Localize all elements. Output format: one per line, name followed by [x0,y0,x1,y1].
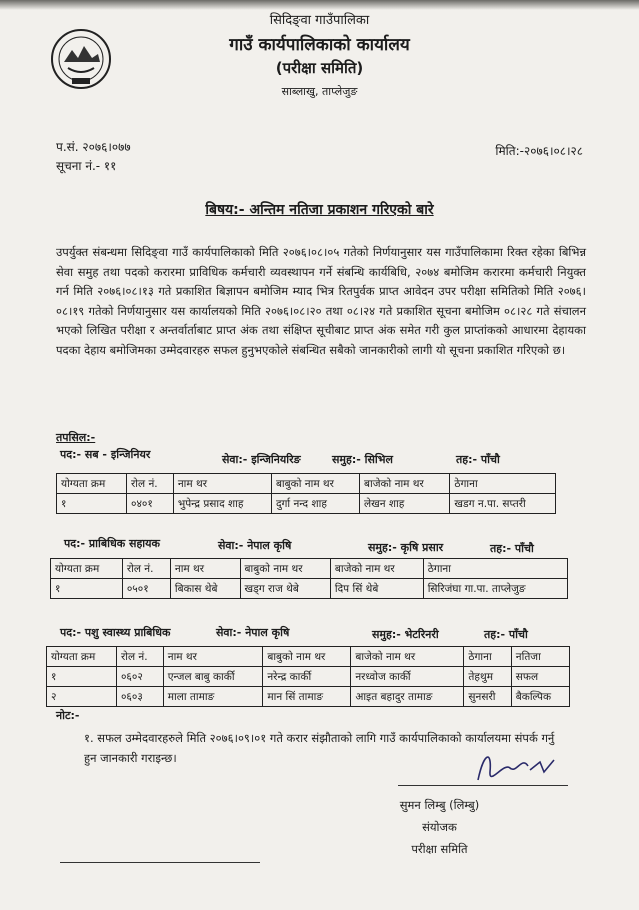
table-cell: ०६०२ [116,667,163,687]
table-cell: १ [51,579,123,599]
group-label: समुह:- भेटरिनरी [372,628,439,641]
table-header-row [51,559,568,579]
table-row [47,687,570,707]
results-table-2 [50,558,568,599]
results-table-1 [56,473,556,514]
table-cell: १ [57,494,127,514]
table-cell: एन्जल बाबु कार्की [163,667,263,687]
table-cell: खड्ग राज थेबे [240,579,330,599]
table-cell: लेखन शाह [359,494,449,514]
table-cell: माला तामाङ [163,687,263,707]
notice-number: सूचना नं.- ११ [56,159,117,173]
table-cell: दिप सिं थेबे [330,579,423,599]
table-header: ठेगाना [423,559,567,579]
table-header: नाम थर [163,647,263,667]
table-cell: सुनसरी [464,687,511,707]
note-label: नोट:- [56,709,80,722]
office-address: साब्लाखु, ताप्लेजुङ [281,85,358,98]
signatory-committee: परीक्षा समिति [411,842,468,856]
table-header-row [47,647,570,667]
table-header: योग्यता क्रम [51,559,123,579]
table-cell: दुर्गा नन्द शाह [271,494,359,514]
group-label: समुह:- सिभिल [332,453,393,466]
post-label: पद:- सब - इन्जिनियर [60,448,151,461]
table-header: नाम थर [173,474,271,494]
table-header: रोल नं. [116,647,163,667]
table-cell: मान सिं तामाङ [263,687,351,707]
results-table-3 [46,646,570,707]
committee-name: (परीक्षा समिति) [275,59,364,77]
table-cell: भुपेन्द्र प्रसाद शाह [173,494,271,514]
table-header: नाम थर [170,559,240,579]
table-cell: खडग न.पा. सप्तरी [450,494,556,514]
footer-line [60,862,260,863]
details-label: तपसिल:- [56,431,96,444]
table-cell: तेहथुम [464,667,511,687]
table-row [51,579,568,599]
table-cell: नरेन्द्र कार्की [263,667,351,687]
table-cell: ०४०१ [126,494,173,514]
signature-line [398,785,568,786]
table-cell: बैकल्पिक [511,687,569,707]
level-label: तह:- पाँचौ [484,628,528,641]
signatory-role: संयोजक [422,820,457,834]
post-label: पद:- प्राबिधिक सहायक [64,537,160,550]
level-label: तह:- पाँचौ [490,542,534,555]
signatory-name: सुमन लिम्बु (लिम्बु) [399,798,480,812]
table-header: रोल नं. [126,474,173,494]
photo-top-edge [0,0,639,10]
table-cell: आइत बहादुर तामाङ [351,687,464,707]
service-label: सेवा:- नेपाल कृषि [216,626,290,639]
group-label: समुह:- कृषि प्रसार [368,541,444,554]
table-cell: बिकास थेबे [170,579,240,599]
municipality-name: सिदिङ्वा गाउँपालिका [269,13,370,28]
table-cell: ०६०३ [116,687,163,707]
table-header: ठेगाना [464,647,511,667]
table-row [57,494,556,514]
table-cell: सिरिजंघा गा.पा. ताप्लेजुङ [423,579,567,599]
table-header: रोल नं. [122,559,170,579]
table-header: ठेगाना [450,474,556,494]
table-header: योग्यता क्रम [47,647,117,667]
notice-date: मिति:-२०७६।०८।२८ [495,144,583,158]
table-header: बाजेको नाम थर [359,474,449,494]
notice-subject: बिषय:- अन्तिम नतिजा प्रकाशन गरिएको बारे [205,202,434,218]
table-cell: २ [47,687,117,707]
table-cell: नरध्वोज कार्की [351,667,464,687]
post-label: पद:- पशु स्वास्थ्य प्राबिधिक [60,626,171,639]
note-text: १. सफल उम्मेदवारहरुले मिति २०७६।०९।०१ गते करार संझौताको लागि गाउँ कार्यपालिकाको कार्यालयमा संपर्क गर्नु हुन जानकारी गराइन्छ। [84,731,555,765]
table-row [47,667,570,687]
table-header: बाबुको नाम थर [271,474,359,494]
table-cell: ०५०१ [122,579,170,599]
notice-body: उपर्युक्त संबन्धमा सिदिङ्वा गाउँ कार्यपालिकाको मिति २०७६।०८।०५ गतेको निर्णयानुसार यस गाउँपालिकामा रिक्त रहेका बिभिन्न सेवा समुह तथा पदको करारमा प्राविधिक कर्मचारी व्यवस्थापन गर्ने संबन्धि कार्यबिधि, २०७४ बमोजिम करारमा कर्मचारी नियुक्त गर्न मिति २०७६।०८।१३ गते प्रकाशित बिज्ञापन बमोजिम म्याद भित्र रितपुर्वक प्राप्त आवेदन उपर परीक्षा समितिको मिति २०७६।०८।१९ गतेको निर्णयानुसार यस कार्यालयको मिति २०७६।०८।२० तथा ०८।२४ गते प्रकाशित सूचना बमोजिम ०८।२८ गते संचालन भएको लिखित परीक्षा र अन्तर्वार्ताबाट प्राप्त अंक तथा संक्षिप्त सूचीबाट प्राप्त अंक समेत गरी कुल प्राप्तांकको आधारमा देहायका पदका देहाय बमोजिमका उम्मेदवारहरु सफल हुनुभएकोले संबन्धित सबैको जानकारीको लागी यो सूचना प्रकाशित गरिएको छ। [56,245,586,357]
table-header-row [57,474,556,494]
table-cell: सफल [511,667,569,687]
table-header: बाजेको नाम थर [330,559,423,579]
table-header: नतिजा [511,647,569,667]
office-name: गाउँ कार्यपालिकाको कार्यालय [229,35,410,55]
service-label: सेवा:- इन्जिनियरिङ [222,453,301,466]
table-header: बाबुको नाम थर [263,647,351,667]
table-cell: १ [47,667,117,687]
service-label: सेवा:- नेपाल कृषि [218,539,292,552]
letter-number: प.सं. २०७६।०७७ [56,140,131,154]
level-label: तह:- पाँचौ [456,453,500,466]
table-header: बाबुको नाम थर [240,559,330,579]
table-header: बाजेको नाम थर [351,647,464,667]
table-header: योग्यता क्रम [57,474,127,494]
